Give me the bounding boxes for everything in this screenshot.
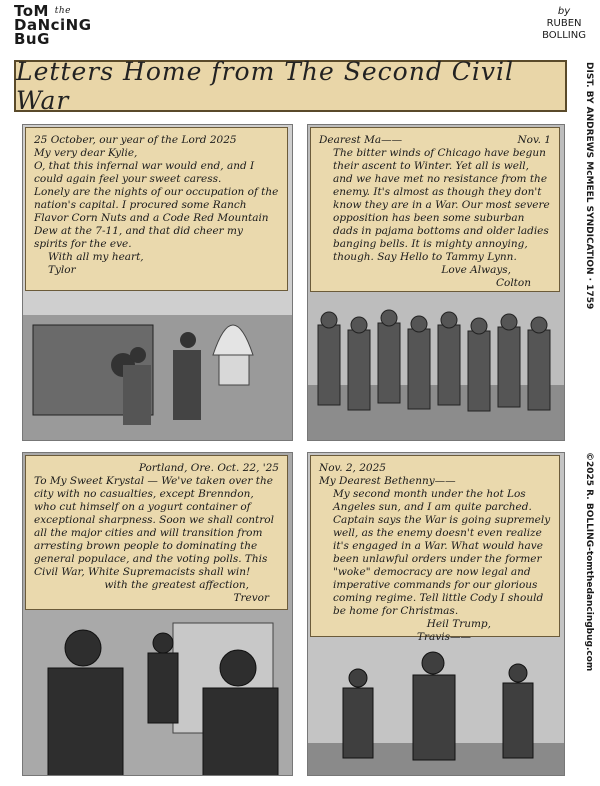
letter-closing: Love Always, [441,264,511,276]
letter-body: Lonely are the nights of our occupation of the nation's capital. I procured some Ranch Flavor Corn Nuts and a Code Red Mountain Dew at the 7-11, and that did cheer my spirits for the eve. [34,186,279,250]
logo-word-dancing: DaNciNG [14,16,92,34]
letter-date: Nov. 2, 2025 [319,462,386,474]
letter-panel-1 [25,127,288,291]
letter-panel-3 [25,455,288,610]
letter-date: 25 October, our year of the Lord 2025 [34,134,237,146]
letter-closing: Heil Trump, [426,618,491,630]
letter-body: My second month under the hot Los Angeles sun, and I am quite parched. Captain says the War is going supremely well, as the enemy doesn't even realize it's engaged in a War. What would have been unlawful orders under the former "woke" democracy are now legal and imperative commands for our glorious coming regime. Tell little Cody I should be home for Christmas. [333,488,551,617]
letter-signature: Colton [495,277,531,289]
author-first-name: RUBEN [546,18,582,29]
panel-2 [307,124,565,441]
comic-logo [14,4,124,52]
letter-date: Nov. 1 [517,134,551,146]
letter-closing: with the greatest affection, [104,579,249,591]
logo-word-bug: BuG [14,30,50,48]
panel-1 [22,124,293,441]
title-banner [14,57,567,115]
letter-signature: Travis—— [417,631,471,643]
letter-body: O, that this infernal war would end, and I could again feel your sweet caress. [34,160,255,185]
letter-panel-2 [310,127,560,292]
letter-body: To My Sweet Krystal — We've taken over the city with no casualties, except Brenndon, who cut himself on a yogurt container of exceptional sharpness. Soon we shall control all the major cities and will transition from arresting brown people to dominating the general populace, and the voting polls. This Civil War, White Supremacists shall win! [34,475,274,578]
logo-word-tom: ToM [14,2,49,20]
comic-title: Letters Home from The Second Civil War [16,57,515,115]
panel-4 [307,452,565,776]
letter-signature: Tylor [48,264,76,276]
copyright-credit: ©2025 R. BOLLING-tomthedancingbug.com [584,452,594,672]
byline-by: by [557,6,571,17]
logo-word-the: the [54,6,71,16]
letter-signature: Trevor [233,592,269,604]
panel-3 [22,452,293,776]
author-byline [542,6,586,42]
letter-salutation: Dearest Ma—— [319,134,403,146]
letter-panel-4 [310,455,560,643]
side-credit [578,62,596,762]
letter-closing: With all my heart, [48,251,144,263]
letter-date: Portland, Ore. Oct. 22, '25 [138,462,279,474]
letter-body: The bitter winds of Chicago have begun their ascent to Winter. Yet all is well, and we have met no resistance from the enemy. It's almost as though they don't know they are in a War. Our most severe opposition has been some suburban dads in pajama bottoms and older ladies banging bells. It is mighty annoying, though. Say Hello to Tammy Lynn. [333,147,550,263]
author-last-name: BOLLING [542,30,586,41]
letter-salutation: My Dearest Bethenny—— [319,475,456,487]
letter-salutation: My very dear Kylie, [34,147,138,159]
syndication-credit: DIST. BY ANDREWS McMEEL SYNDICATION · 1759 [584,62,594,310]
